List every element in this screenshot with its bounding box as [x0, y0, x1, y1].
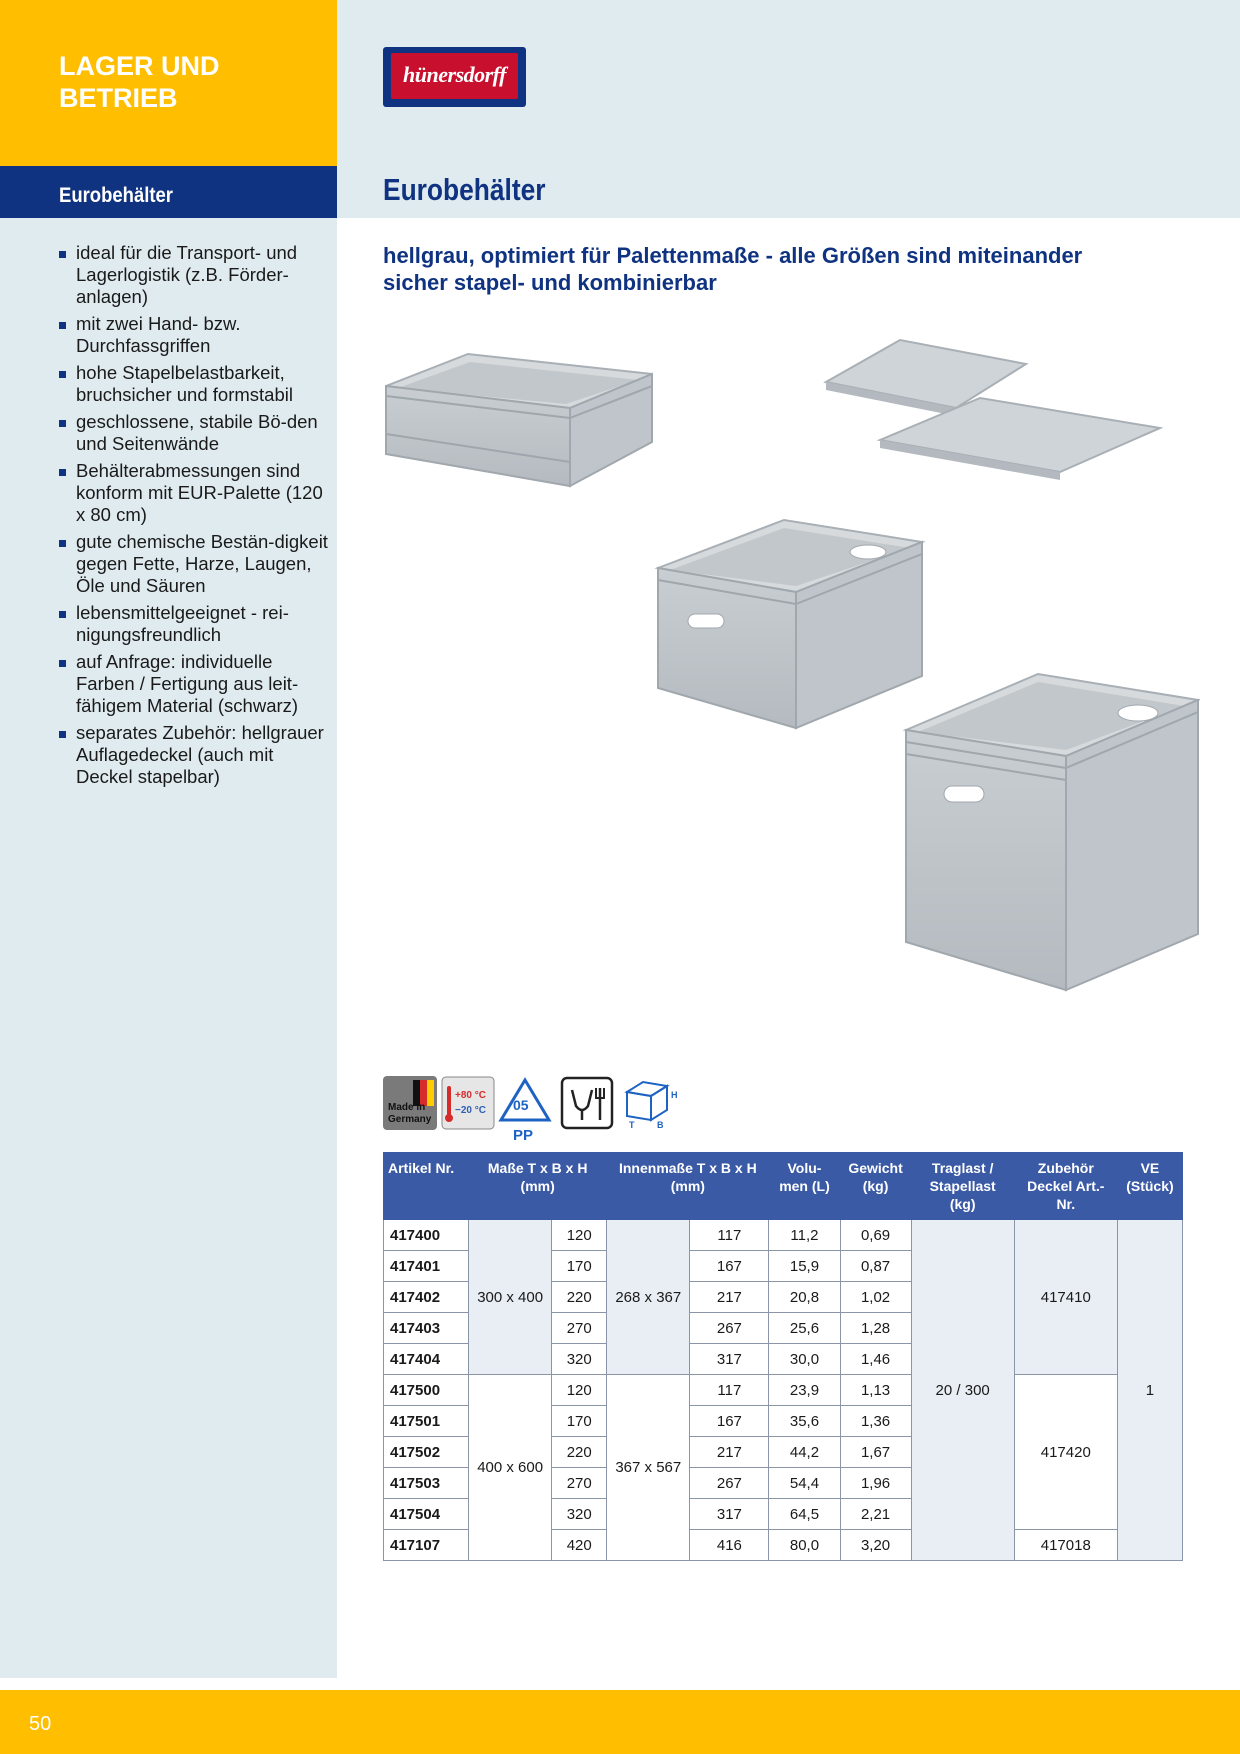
table-row: 417107 420 416 80,0 3,20 417018 — [384, 1530, 1183, 1561]
recycle-code: 05 — [513, 1097, 529, 1113]
germany-label: Germany — [388, 1114, 432, 1125]
feature-item: lebensmittelgeeignet - rei-nigungsfreundlich — [59, 602, 329, 646]
food-safe-icon — [560, 1076, 614, 1130]
product-photo — [370, 330, 1200, 1010]
feature-item: geschlossene, stabile Bö-den und Seitenwände — [59, 411, 329, 455]
feature-item: gute chemische Bestän-digkeit gegen Fette, Harze, Laugen, Öle und Säuren — [59, 531, 329, 597]
col-artikel: Artikel Nr. — [384, 1153, 469, 1220]
bullet-icon — [59, 371, 66, 378]
ve-value: 1 — [1117, 1220, 1182, 1561]
page-number: 50 — [29, 1713, 52, 1735]
bullet-icon — [59, 611, 66, 618]
deckel-group2: 417420 — [1014, 1375, 1117, 1530]
recycle-material: PP — [513, 1127, 534, 1144]
page-title: Eurobehälter — [383, 172, 546, 207]
crate-small-image — [386, 354, 652, 486]
deckel-group1: 417410 — [1014, 1220, 1117, 1375]
dim-h-label: H — [671, 1090, 678, 1100]
table-header-row — [384, 1153, 1183, 1220]
table-row: 417402 220 217 20,8 1,02 — [384, 1282, 1183, 1313]
footer-bar — [0, 1690, 1240, 1754]
bullet-icon — [59, 469, 66, 476]
lid-large-image — [880, 398, 1160, 480]
section-title — [59, 50, 220, 114]
product-subtitle — [383, 242, 1103, 296]
table-row: 417500 400 x 600 120 367 x 567 117 23,9 1,13 417420 — [384, 1375, 1183, 1406]
brand-logo — [383, 47, 526, 107]
feature-item: hohe Stapelbelastbarkeit, bruchsicher und formstabil — [59, 362, 329, 406]
section-title-line1: LAGER UND — [59, 51, 220, 81]
traglast-value: 20 / 300 — [911, 1220, 1014, 1561]
feature-item: Behälterabmessungen sind konform mit EUR-Palette (120 x 80 cm) — [59, 460, 329, 526]
crate-medium-image — [658, 520, 922, 728]
subtitle-line1: hellgrau, optimiert für Palettenmaße - alle Größen sind miteinander — [383, 243, 1083, 268]
bullet-icon — [59, 420, 66, 427]
recycle-pp-icon — [497, 1076, 553, 1144]
temp-low-label: −20 °C — [455, 1105, 486, 1116]
bullet-icon — [59, 540, 66, 547]
feature-list — [59, 242, 329, 793]
deckel-group3: 417018 — [1014, 1530, 1117, 1561]
table-row: 417401 170 167 15,9 0,87 — [384, 1251, 1183, 1282]
subtitle-line2: sicher stapel- und kombinierbar — [383, 270, 717, 295]
spec-table — [383, 1152, 1183, 1561]
feature-item: auf Anfrage: individuelle Farben / Fertigung aus leit-fähigem Material (schwarz) — [59, 651, 329, 717]
table-row: 417503 270 267 54,4 1,96 — [384, 1468, 1183, 1499]
temp-high-label: +80 °C — [455, 1090, 486, 1101]
col-innenmasse: Innenmaße T x B x H (mm) — [607, 1153, 769, 1220]
temperature-range-icon — [441, 1076, 495, 1130]
outer-dim-group2: 400 x 600 — [469, 1375, 552, 1561]
feature-item: ideal für die Transport- und Lagerlogistik (z.B. Förder-anlagen) — [59, 242, 329, 308]
bullet-icon — [59, 251, 66, 258]
col-volumen: Volu- men (L) — [769, 1153, 840, 1220]
made-in-label: Made in — [388, 1102, 426, 1113]
inner-dim-group1: 268 x 367 — [607, 1220, 690, 1375]
dim-t-label: T — [629, 1120, 635, 1130]
category-title: Eurobehälter — [59, 184, 173, 207]
table-row: 417400 300 x 400 120 268 x 367 117 11,2 0,69 20 / 300 417410 1 — [384, 1220, 1183, 1251]
made-in-germany-icon — [383, 1076, 437, 1130]
col-zubehoer: Zubehör Deckel Art.- Nr. — [1014, 1153, 1117, 1220]
col-ve: VE (Stück) — [1117, 1153, 1182, 1220]
brand-logo-text: hünersdorff — [391, 53, 518, 99]
table-row: 417501 170 167 35,6 1,36 — [384, 1406, 1183, 1437]
outer-dim-group1: 300 x 400 — [469, 1220, 552, 1375]
table-row: 417403 270 267 25,6 1,28 — [384, 1313, 1183, 1344]
inner-dim-group2: 367 x 567 — [607, 1375, 690, 1561]
col-traglast: Traglast / Stapellast (kg) — [911, 1153, 1014, 1220]
col-gewicht: Gewicht (kg) — [840, 1153, 911, 1220]
bullet-icon — [59, 660, 66, 667]
table-row: 417404 320 317 30,0 1,46 — [384, 1344, 1183, 1375]
table-row: 417502 220 217 44,2 1,67 — [384, 1437, 1183, 1468]
section-title-line2: BETRIEB — [59, 83, 178, 113]
dim-b-label: B — [657, 1120, 664, 1130]
col-masse: Maße T x B x H (mm) — [469, 1153, 607, 1220]
table-row: 417504 320 317 64,5 2,21 — [384, 1499, 1183, 1530]
feature-item: separates Zubehör: hellgrauer Auflagedeckel (auch mit Deckel stapelbar) — [59, 722, 329, 788]
bullet-icon — [59, 731, 66, 738]
dimensions-icon — [621, 1076, 681, 1130]
crate-large-image — [906, 674, 1198, 990]
feature-item: mit zwei Hand- bzw. Durchfassgriffen — [59, 313, 329, 357]
bullet-icon — [59, 322, 66, 329]
